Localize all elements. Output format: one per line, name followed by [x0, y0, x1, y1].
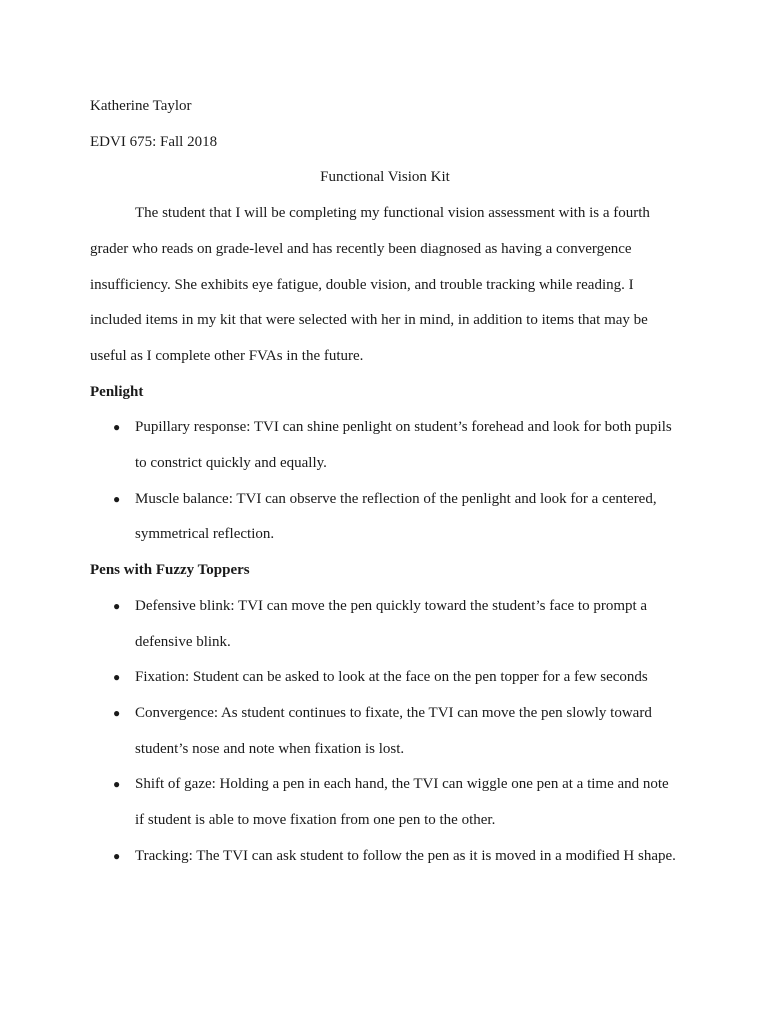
list-item-text: Defensive blink: TVI can move the pen quickly toward the student’s face to prompt a defensive blink.	[135, 597, 648, 650]
list-item	[90, 660, 680, 696]
bullet-icon: ●	[113, 491, 121, 506]
list-item	[90, 696, 680, 767]
list-item-text: Pupillary response: TVI can shine penlight on student’s forehead and look for both pupils to constrict quickly and equally.	[135, 419, 672, 472]
section-heading: Penlight	[90, 383, 144, 400]
section-penlight	[90, 375, 680, 554]
bullet-icon: ●	[113, 420, 121, 435]
list-item	[90, 767, 680, 838]
bullet-icon: ●	[113, 670, 121, 685]
course-info: EDVI 675: Fall 2018	[90, 133, 218, 150]
list-item-text: Muscle balance: TVI can observe the reflection of the penlight and look for a centered, symmetrical reflection.	[135, 490, 657, 543]
list-item-text: Convergence: As student continues to fixate, the TVI can move the pen slowly toward student’s nose and note when fixation is lost.	[135, 704, 652, 757]
author-name: Katherine Taylor	[90, 98, 192, 114]
bullet-icon: ●	[113, 777, 121, 792]
document-title: Functional Vision Kit	[320, 169, 450, 186]
intro-paragraph: The student that I will be completing my functional vision assessment with is a fourth grader who reads on grade-level and has recently been diagnosed as having a convergence insufficiency. She exhibits eye fatigue, double vision, and trouble tracking while reading. I included items in my kit that were selected with her in mind, in addition to items that may be useful as I complete other FVAs in the future.	[90, 205, 650, 364]
bullet-icon: ●	[113, 598, 121, 613]
bullet-icon: ●	[113, 848, 121, 863]
section-heading: Pens with Fuzzy Toppers	[90, 562, 250, 579]
list-item	[90, 589, 680, 660]
bullet-icon: ●	[113, 705, 121, 720]
bullet-list	[90, 589, 680, 875]
bullet-list	[90, 410, 680, 553]
list-item	[90, 482, 680, 553]
list-item	[90, 839, 680, 875]
list-item-text: Fixation: Student can be asked to look at the face on the pen topper for a few seconds	[135, 669, 648, 686]
list-item	[90, 410, 680, 481]
document-page	[90, 89, 680, 874]
section-pens	[90, 553, 680, 874]
list-item-text: Tracking: The TVI can ask student to follow the pen as it is moved in a modified H shape.	[135, 847, 676, 864]
list-item-text: Shift of gaze: Holding a pen in each hand, the TVI can wiggle one pen at a time and note if student is able to move fixation from one pen to the other.	[135, 776, 669, 829]
